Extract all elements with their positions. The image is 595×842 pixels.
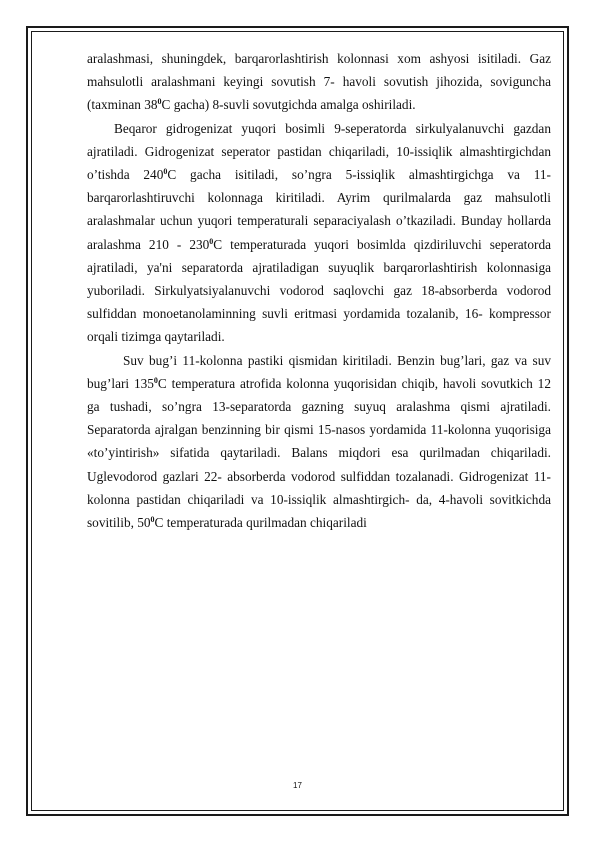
degree-superscript: 0 bbox=[153, 375, 158, 385]
paragraph-text: Suv bug’i 11-kolonna pastiki qismidan kiritiladi. Benzin bug’lari, gaz va suv bug’lari 135 bbox=[87, 352, 551, 391]
paragraph-text: C temperatura atrofida kolonna yuqorisidan chiqib, havoli sovutkich 12 ga tushadi, so’ngra 13-separatorda gazning suyuq aralashma qismi ajratiladi. Separatorda ajralgan benzinning bir qismi 15-nasos yordamida 11-kolonna yuqorisiga «to’yintirish» sifatida qaytariladi. Balans miqdori esa qurilmadan chiqariladi. Uglevodorod gazlari 22- absorberda vodorod sulfiddan tozalanadi. Gidrogenizat 11-kolonna pastidan chiqariladi va 10-issiqlik almashtirgich- da, 4-havoli sovitkichda sovitilib, 50 bbox=[87, 375, 551, 531]
paragraph bbox=[87, 117, 551, 349]
paragraph-text: C temperaturada yuqori bosimlda qizdiriluvchi seperatorda ajratiladi, ya'ni separatorda ajratiladigan suyuqlik barqarorlashtirish kolonnasiga yuboriladi. Sirkulyatsiyalanuvchi vodorod saqlovchi gaz 18-absorberda vodorod sulfiddan monoetanolaminning suvli eritmasi yordamida tozalanib, 16- kompressor orqali tizimga qaytariladi. bbox=[87, 236, 551, 345]
paragraph-text: C temperaturada qurilmadan chiqariladi bbox=[154, 515, 367, 531]
degree-superscript: 0 bbox=[157, 97, 162, 107]
page-number: 17 bbox=[293, 781, 302, 790]
degree-superscript: 0 bbox=[209, 236, 214, 246]
paragraph bbox=[87, 349, 551, 535]
degree-superscript: 0 bbox=[163, 167, 168, 177]
paragraph-text: aralashmasi, shuningdek, barqarorlashtirish kolonnasi xom ashyosi isitiladi. Gaz mahsulotli aralashmani keyingi sovutish 7- havoli sovutish jihozida, soviguncha (taxminan 38 bbox=[87, 51, 551, 113]
document-body bbox=[87, 47, 551, 534]
paragraph bbox=[87, 47, 551, 117]
paragraph-text: Beqaror gidrogenizat yuqori bosimli 9-seperatorda sirkulyalanuvchi gazdan ajratiladi. Gidrogenizat seperator pastidan chiqariladi, 10-issiqlik almashtirgichdan o’tishda 240 bbox=[87, 120, 551, 183]
paragraph-text: C gacha) 8-suvli sovutgichda amalga oshiriladi. bbox=[161, 97, 416, 113]
degree-superscript: 0 bbox=[150, 515, 155, 525]
paragraph-text: C gacha isitiladi, so’ngra 5-issiqlik almashtirgichga va 11-barqarorlashtiruvchi kolonnaga kiritiladi. Ayrim qurilmalarda gaz mahsulotli aralashmalar uchun yuqori temperaturali separaciyalash o’tkaziladi. Bunday hollarda aralashma 210 - 230 bbox=[87, 167, 551, 252]
